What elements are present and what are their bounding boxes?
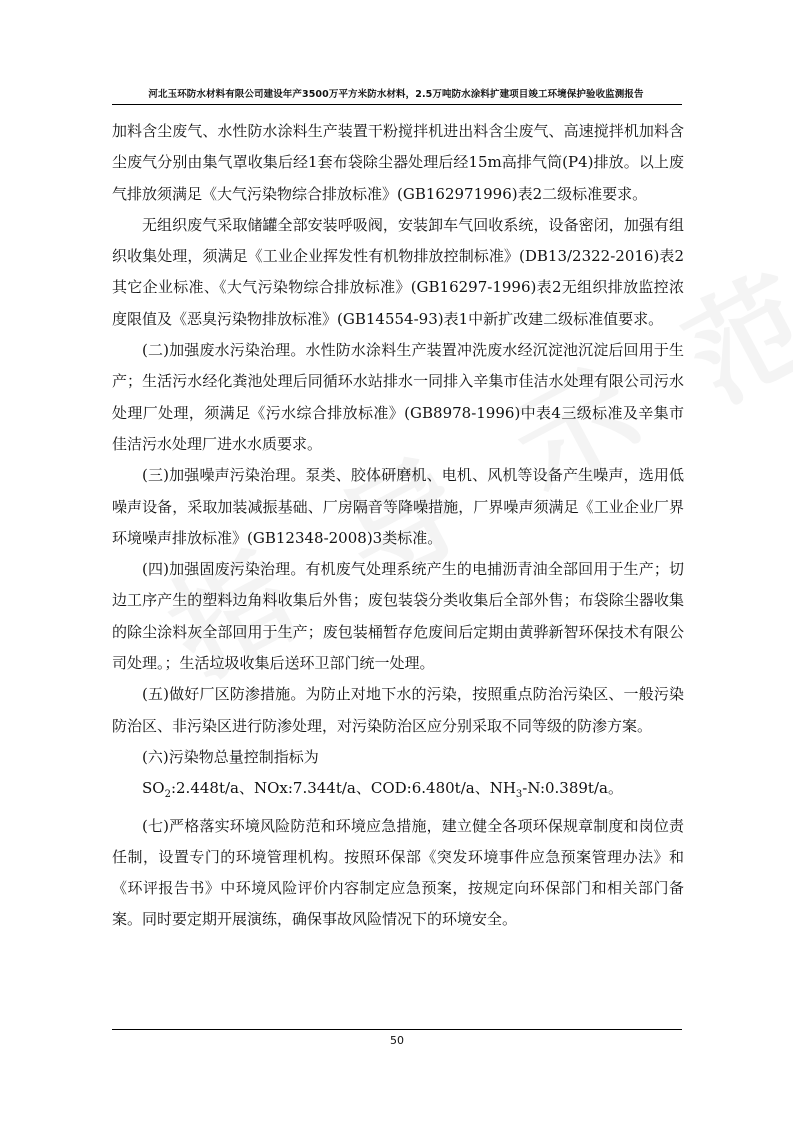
emission-values: :2.448t/a、NOx:7.344t/a、COD:6.480t/a、NH bbox=[170, 779, 516, 798]
nh3-subscript: 3 bbox=[515, 789, 523, 801]
so2-subscript: 2 bbox=[164, 789, 171, 801]
page-number: 50 bbox=[390, 1034, 404, 1047]
paragraph-total-control-heading: (六)污染物总量控制指标为 bbox=[142, 747, 319, 766]
paragraph-risk-management: (七)严格落实环境风险防范和环境应急措施，建立健全各项环保规章制度和岗位责任制，设置专门的环境管理机构。按照环保部《突发环境事件应急预案管理办法》和《环评报告书》中环境风险评价内容制定应急预案，按规定向环保部门和相关部门备案。同时要定期开展演练，确保事故风险情况下的环境安全。 bbox=[112, 816, 684, 929]
paragraph-exhaust-continued: 加料含尘废气、水性防水涂料生产装置干粉搅拌机进出料含尘废气、高速搅拌机加料含尘废气分别由集气罩收集后经1套布袋除尘器处理后经15m高排气筒(P4)排放。以上废气排放须满足《大气污染物综合排放标准》(GB162971996)表2二级标准要求。 bbox=[112, 122, 684, 203]
paragraph-fugitive-emissions: 无组织废气采取储罐全部安装呼吸阀，安装卸车气回收系统，设备密闭，加强有组织收集处理，须满足《工业企业挥发性有机物排放控制标准》(DB13/2322-2016)表2其它企业标准、《大气污染物综合排放标准》(GB16297-1996)表2无组织排放监控浓度限值及《恶臭污染物排放标准》(GB14554-93)表1中新扩改建二级标准值要求。 bbox=[112, 215, 684, 328]
paragraph-wastewater: (二)加强废水污染治理。水性防水涂料生产装置冲洗废水经沉淀池沉淀后回用于生产；生活污水经化粪池处理后同循环水站排水一同排入辛集市佳洁水处理有限公司污水处理厂处理，须满足《污水综合排放标准》(GB8978-1996)中表4三级标准及辛集市佳洁污水处理厂进水水质要求。 bbox=[112, 341, 684, 453]
header-divider bbox=[112, 104, 682, 105]
nh3-value: -N:0.389t/a。 bbox=[522, 779, 623, 798]
paragraph-solid-waste: (四)加强固废污染治理。有机废气处理系统产生的电捕沥青油全部回用于生产；切边工序产生的塑料边角料收集后外售；废包装袋分类收集后全部外售；布袋除尘器收集的除尘涂料灰全部回用于生产；废包装桶暂存危废间后定期由黄骅新智环保技术有限公司处理。；生活垃圾收集后送环卫部门统一处理。 bbox=[112, 560, 684, 673]
paragraph-noise: (三)加强噪声污染治理。泵类、胶体研磨机、电机、风机等设备产生噪声，选用低噪声设备，采取加装减振基础、厂房隔音等降噪措施，厂界噪声须满足《工业企业厂界环境噪声排放标准》(GB12348-2008)3类标准。 bbox=[112, 466, 684, 547]
document-header: 河北玉环防水材料有限公司建设年产3500万平方米防水材料，2.5万吨防水涂料扩建项目竣工环境保护验收监测报告 bbox=[148, 89, 644, 100]
paragraph-emission-totals bbox=[112, 773, 684, 810]
document-body bbox=[112, 116, 684, 936]
footer-divider bbox=[112, 1029, 682, 1030]
paragraph-seepage: (五)做好厂区防渗措施。为防止对地下水的污染，按照重点防治污染区、一般污染防治区、非污染区进行防渗处理，对污染防治区应分别采取不同等级的防渗方案。 bbox=[112, 685, 684, 735]
so2-label: SO bbox=[142, 779, 165, 798]
